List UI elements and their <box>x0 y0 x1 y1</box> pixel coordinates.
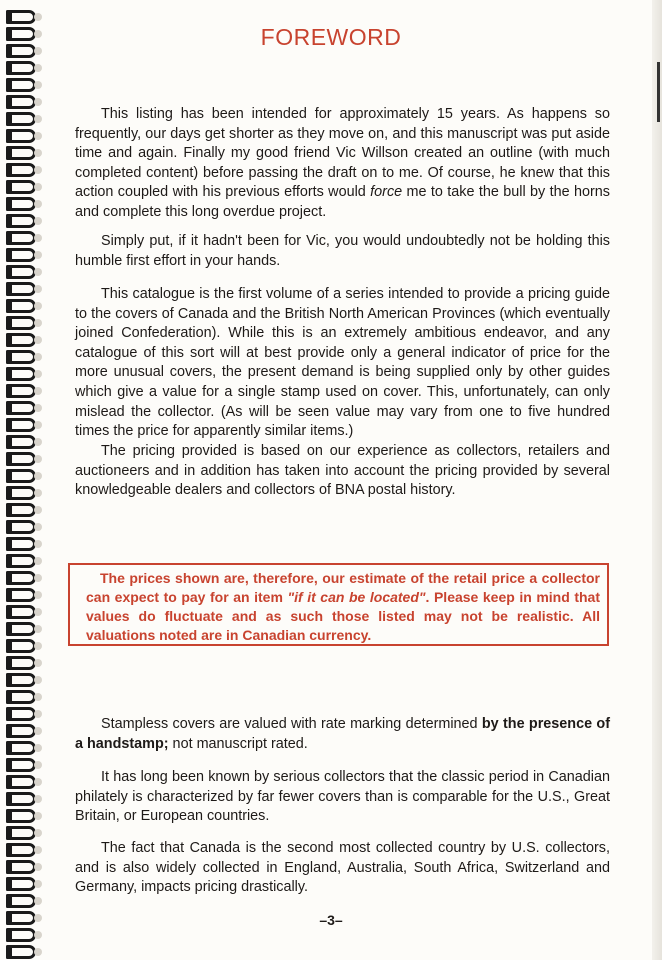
binding-coil <box>6 877 36 891</box>
binding-hole <box>34 387 42 395</box>
binding-hole <box>34 744 42 752</box>
binding-hole <box>34 948 42 956</box>
binding-hole <box>34 659 42 667</box>
binding-coil <box>6 690 36 704</box>
binding-coil <box>6 656 36 670</box>
binding-hole <box>34 506 42 514</box>
binding-hole <box>34 846 42 854</box>
binding-coil <box>6 10 36 24</box>
binding-coil <box>6 401 36 415</box>
binding-hole <box>34 438 42 446</box>
binding-hole <box>34 489 42 497</box>
binding-coil <box>6 112 36 126</box>
binding-hole <box>34 795 42 803</box>
binding-coil <box>6 775 36 789</box>
binding-hole <box>34 421 42 429</box>
binding-coil <box>6 282 36 296</box>
binding-coil <box>6 146 36 160</box>
binding-coil <box>6 78 36 92</box>
paragraph-vic: Simply put, if it hadn't been for Vic, you would undoubtedly not be holding this humble first effort in your hands. <box>75 233 610 269</box>
binding-coil <box>6 231 36 245</box>
paragraph-stampless-text-a: Stampless covers are valued with rate marking determined <box>101 716 482 732</box>
price-notice-text-b: . Please keep in mind that values do fluctuate and as such those listed may not be realistic. All valuations noted are in Canadian currency. <box>86 589 600 643</box>
binding-coil <box>6 860 36 874</box>
binding-hole <box>34 591 42 599</box>
binding-hole <box>34 863 42 871</box>
binding-hole <box>34 268 42 276</box>
paragraph-pricing: The pricing provided is based on our experience as collectors, retailers and auctioneers and in addition has taken into account the pricing provided by several knowledgeable dealers and collectors of BNA postal history. <box>75 443 610 499</box>
paragraph-stampless-bold: by the presence of a handstamp; <box>75 716 611 752</box>
binding-hole <box>34 523 42 531</box>
binding-coil <box>6 452 36 466</box>
paragraph-intro <box>75 105 610 223</box>
binding-hole <box>34 761 42 769</box>
binding-coil <box>6 248 36 262</box>
paragraph-intro-text-a: This listing has been intended for approximately 15 years. As happens so frequently, our days get shorter as they move on, and this manuscript was put aside time and again. Finally my good friend Vic Willson created an outline (with much completed content) before passing the draft on to me. Of course, he knew that this action coupled with his previous efforts would <box>75 106 610 201</box>
binding-hole <box>34 897 42 905</box>
binding-hole <box>34 98 42 106</box>
binding-hole <box>34 642 42 650</box>
binding-coil <box>6 622 36 636</box>
page-edge-mark <box>657 62 660 122</box>
page-number: –3– <box>319 912 343 928</box>
binding-coil <box>6 503 36 517</box>
binding-coil <box>6 367 36 381</box>
binding-coil <box>6 214 36 228</box>
binding-coil <box>6 707 36 721</box>
binding-hole <box>34 693 42 701</box>
binding-coil <box>6 299 36 313</box>
binding-coil <box>6 95 36 109</box>
binding-hole <box>34 727 42 735</box>
binding-coil <box>6 928 36 942</box>
binding-hole <box>34 812 42 820</box>
binding-coil <box>6 588 36 602</box>
binding-coil <box>6 673 36 687</box>
binding-hole <box>34 370 42 378</box>
binding-hole <box>34 81 42 89</box>
paragraph-intro-emphasis: force <box>370 184 403 201</box>
binding-hole <box>34 455 42 463</box>
binding-coil <box>6 843 36 857</box>
paragraph-intro-text-b: me to take the bull by the horns and complete this long overdue project. <box>75 184 610 220</box>
binding-coil <box>6 316 36 330</box>
binding-hole <box>34 676 42 684</box>
price-notice-text <box>86 569 600 645</box>
binding-coil <box>6 605 36 619</box>
binding-hole <box>34 251 42 259</box>
binding-hole <box>34 183 42 191</box>
binding-coil <box>6 571 36 585</box>
binding-coil <box>6 129 36 143</box>
binding-hole <box>34 608 42 616</box>
binding-hole <box>34 319 42 327</box>
binding-hole <box>34 574 42 582</box>
binding-hole <box>34 200 42 208</box>
binding-coil <box>6 418 36 432</box>
binding-coil <box>6 639 36 653</box>
binding-coil <box>6 435 36 449</box>
binding-coil <box>6 197 36 211</box>
binding-coil <box>6 384 36 398</box>
binding-coil <box>6 724 36 738</box>
binding-hole <box>34 557 42 565</box>
binding-coil <box>6 520 36 534</box>
binding-hole <box>34 217 42 225</box>
page-edge <box>652 0 662 960</box>
price-notice-box <box>68 563 609 646</box>
binding-hole <box>34 336 42 344</box>
binding-hole <box>34 285 42 293</box>
binding-coil <box>6 792 36 806</box>
paragraph-classic-period: It has long been known by serious collectors that the classic period in Canadian philately is characterized by far fewer covers than is comparable for the U.S., Great Britain, or European countries. <box>75 769 610 825</box>
page-title: FOREWORD <box>260 24 402 50</box>
paragraph-collected-country: The fact that Canada is the second most collected country by U.S. collectors, and is also widely collected in England, Australia, South Africa, Switzerland and Germany, impacts pricing drastically. <box>75 840 610 896</box>
binding-hole <box>34 778 42 786</box>
binding-hole <box>34 234 42 242</box>
spiral-binding <box>0 0 44 960</box>
binding-hole <box>34 540 42 548</box>
paragraph-catalogue: This catalogue is the first volume of a series intended to provide a pricing guide to the covers of Canada and the British North American Provinces (which eventually joined Confederation). While this is an extremely ambitious endeavor, and any catalogue of this sort will at best provide only a general indicator of price for the more unusual covers, the present demand is being supplied only by other guides which give a value for a single stamp used on cover. This, unfortunately, can only mislead the collector. (As will be seen value may vary from one to five hundred times the price for apparently similar items.) <box>75 286 610 440</box>
binding-hole <box>34 404 42 412</box>
binding-hole <box>34 472 42 480</box>
binding-hole <box>34 149 42 157</box>
binding-coil <box>6 809 36 823</box>
binding-coil <box>6 486 36 500</box>
binding-hole <box>34 302 42 310</box>
binding-hole <box>34 931 42 939</box>
binding-hole <box>34 132 42 140</box>
binding-coil <box>6 163 36 177</box>
binding-coil <box>6 265 36 279</box>
binding-coil <box>6 741 36 755</box>
binding-coil <box>6 180 36 194</box>
price-notice-text-a: The prices shown are, therefore, our estimate of the retail price a collector can expect to pay for an item <box>86 570 600 605</box>
paragraph-stampless <box>75 715 610 754</box>
binding-coil <box>6 758 36 772</box>
binding-hole <box>34 710 42 718</box>
binding-hole <box>34 166 42 174</box>
binding-coil <box>6 894 36 908</box>
binding-hole <box>34 880 42 888</box>
binding-coil <box>6 554 36 568</box>
binding-hole <box>34 115 42 123</box>
binding-coil <box>6 350 36 364</box>
price-notice-emphasis: "if it can be located" <box>287 589 426 605</box>
binding-coil <box>6 945 36 959</box>
binding-hole <box>34 13 42 21</box>
binding-coil <box>6 469 36 483</box>
binding-hole <box>34 353 42 361</box>
binding-coil <box>6 61 36 75</box>
paragraph-stampless-text-c: not manuscript rated. <box>168 735 308 752</box>
binding-coil <box>6 826 36 840</box>
binding-hole <box>34 625 42 633</box>
binding-hole <box>34 829 42 837</box>
binding-coil <box>6 537 36 551</box>
binding-hole <box>34 64 42 72</box>
binding-coil <box>6 333 36 347</box>
